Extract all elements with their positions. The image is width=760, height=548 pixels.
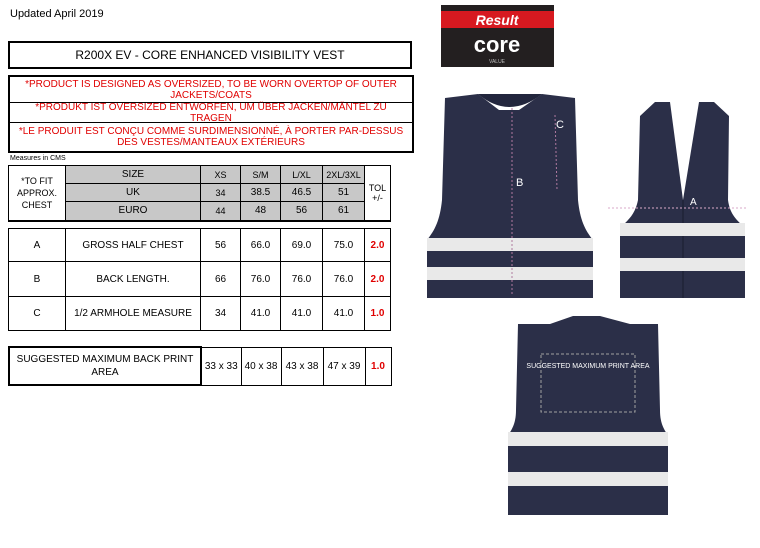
measure-name: 1/2 ARMHOLE MEASURE — [66, 297, 201, 331]
measure-cell: 76.0 — [281, 262, 323, 297]
logo-line: core — [473, 32, 521, 57]
measure-code: C — [9, 297, 66, 331]
uk-cell: 34 — [201, 184, 241, 202]
logo-tag: VALUE — [488, 59, 506, 65]
measure-cell: 41.0 — [241, 297, 281, 331]
uk-row-label: UK — [66, 184, 201, 202]
measure-row — [9, 262, 391, 297]
measure-row — [9, 229, 391, 262]
euro-row-label: EURO — [66, 202, 201, 221]
vest-back-view — [427, 94, 593, 298]
measure-cell: 41.0 — [323, 297, 365, 331]
measure-tol: 2.0 — [365, 229, 391, 262]
size-cell: L/XL — [281, 166, 323, 184]
uk-row — [9, 184, 391, 202]
print-area-cell: 33 x 33 — [201, 347, 241, 385]
size-cell: 2XL/3XL — [323, 166, 365, 184]
euro-cell: 61 — [323, 202, 365, 221]
print-area-cell: 40 x 38 — [241, 347, 281, 385]
fit-label: *TO FIT APPROX. CHEST — [9, 166, 66, 221]
size-cell: S/M — [241, 166, 281, 184]
measure-cell: 34 — [201, 297, 241, 331]
vest-diagrams — [415, 80, 760, 548]
euro-cell: 56 — [281, 202, 323, 221]
warning-fr: *LE PRODUIT EST CONÇU COMME SURDIMENSIONNÉ, À PORTER PAR-DESSUS DES VESTES/MANTEAUX EXTÉRIEURS — [18, 126, 404, 148]
measure-cell: 76.0 — [323, 262, 365, 297]
measure-tol: 2.0 — [365, 262, 391, 297]
measure-name: GROSS HALF CHEST — [66, 229, 201, 262]
measure-row — [9, 297, 391, 331]
print-area-cell: 47 x 39 — [323, 347, 365, 385]
tol-label: TOL +/- — [365, 166, 391, 221]
print-area-table — [8, 346, 392, 386]
measure-cell: 41.0 — [281, 297, 323, 331]
measure-cell: 76.0 — [241, 262, 281, 297]
measure-cell: 66.0 — [241, 229, 281, 262]
measure-cell: 56 — [201, 229, 241, 262]
size-cell: XS — [201, 166, 241, 184]
warning-de: *PRODUKT IST OVERSIZED ENTWORFEN, UM ÜBER JACKEN/MÄNTEL ZU TRAGEN — [10, 103, 412, 123]
updated-date: Updated April 2019 — [10, 8, 104, 20]
result-core-logo — [441, 5, 554, 67]
product-title: R200X EV - CORE ENHANCED VISIBILITY VEST — [8, 41, 412, 69]
measure-tol: 1.0 — [365, 297, 391, 331]
euro-cell: 48 — [241, 202, 281, 221]
size-row-label: SIZE — [66, 166, 201, 184]
measures-note: Measures in CMS — [10, 155, 66, 162]
print-area-cell: 43 x 38 — [281, 347, 323, 385]
measure-cell: 75.0 — [323, 229, 365, 262]
measure-code: A — [9, 229, 66, 262]
label-c: C — [556, 119, 564, 131]
uk-cell: 51 — [323, 184, 365, 202]
vest-print-view — [508, 316, 668, 515]
measure-cell: 69.0 — [281, 229, 323, 262]
oversize-warnings — [8, 75, 414, 153]
print-area-label: SUGGESTED MAXIMUM BACK PRINT AREA — [9, 347, 201, 385]
vest-front-view — [608, 102, 748, 298]
euro-cell: 44 — [201, 202, 241, 221]
measure-cell: 66 — [201, 262, 241, 297]
warning-en: *PRODUCT IS DESIGNED AS OVERSIZED, TO BE WORN OVERTOP OF OUTER JACKETS/COATS — [10, 77, 412, 103]
size-row — [9, 166, 391, 184]
logo-brand: Result — [475, 12, 519, 28]
measure-name: BACK LENGTH. — [66, 262, 201, 297]
measure-code: B — [9, 262, 66, 297]
uk-cell: 38.5 — [241, 184, 281, 202]
euro-row — [9, 202, 391, 221]
label-b: B — [516, 177, 524, 189]
uk-cell: 46.5 — [281, 184, 323, 202]
print-area-tol: 1.0 — [365, 347, 391, 385]
print-area-caption: SUGGESTED MAXIMUM PRINT AREA — [526, 363, 650, 370]
size-table — [8, 165, 391, 331]
label-a-front: A — [690, 197, 697, 208]
